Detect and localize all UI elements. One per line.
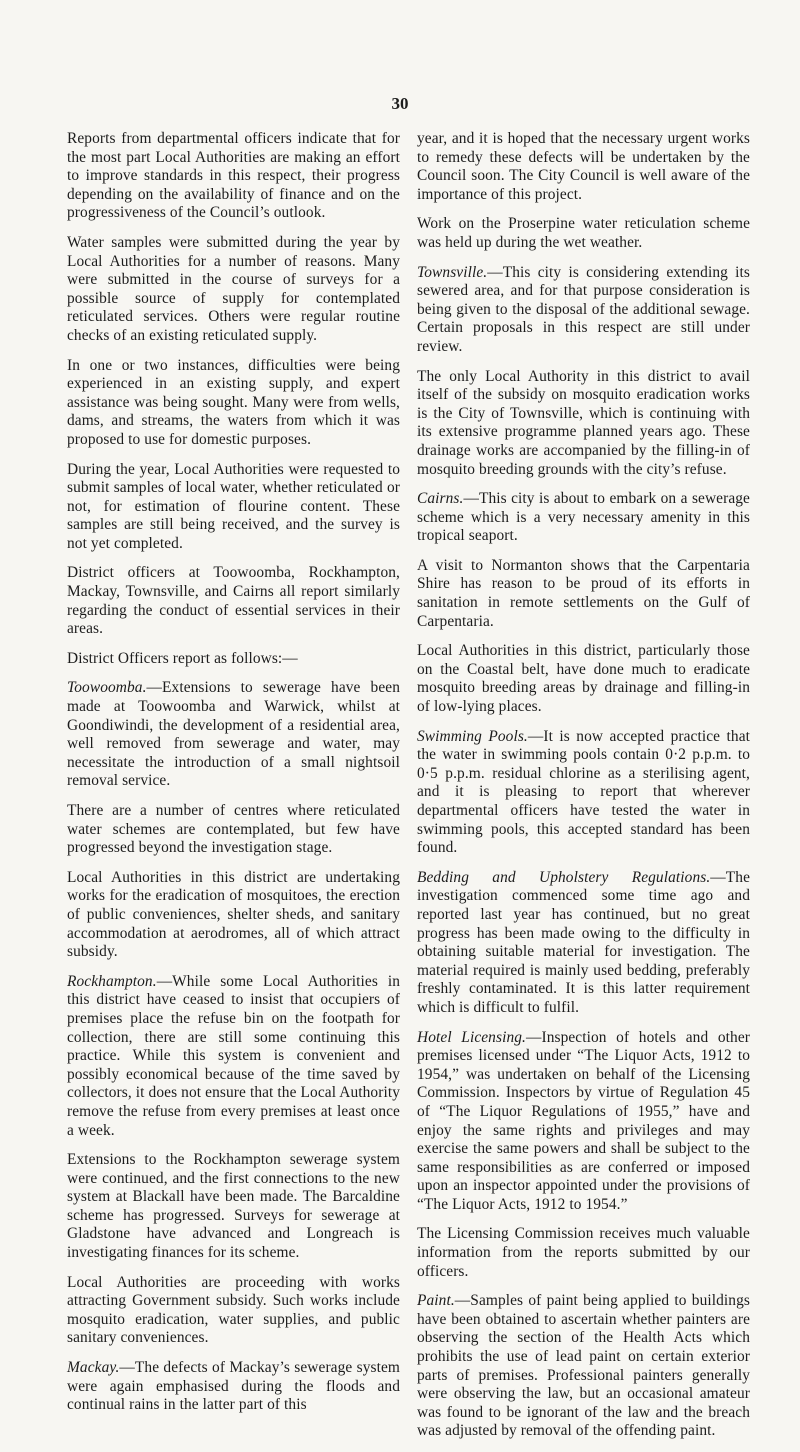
paragraph: Local Authorities are proceeding with works attracting Government subsidy. Such works include mosquito eradication, water supplies, and public sanitary conveniences.	[67, 1273, 400, 1347]
section-lead: Bedding and Upholstery Regulations.	[417, 868, 711, 886]
paragraph-mackay: Mackay.—The defects of Mackay’s sewerage system were again emphasised during the floods and continual rains in the latter part of this	[67, 1359, 400, 1414]
paragraph-hotel-licensing: Hotel Licensing.—Inspection of hotels and other premises licensed under “The Liquor Acts, 1912 to 1954,” was undertaken on behalf of the Licensing Commission. Inspectors by virtue of Regulation 45 of “The Liquor Regulations of 1955,” have and enjoy the same rights and privileges and may exercise the same powers and shall be subject to the same responsibilities as are conferred or imposed upon an inspector appointed under the provisions of “The Liquor Acts, 1912 to 1954.”	[417, 1028, 750, 1213]
section-lead: Paint.	[417, 1292, 455, 1310]
paragraph: Reports from departmental officers indicate that for the most part Local Authorities are making an effort to improve standards in this respect, their progress depending on the availability of finance and on the progressiveness of the Council’s outlook.	[67, 130, 400, 222]
paragraph: District Officers report as follows:—	[67, 649, 298, 667]
paragraph: There are a number of centres where reticulated water schemes are contemplated, but few have progressed beyond the investigation stage.	[67, 802, 400, 857]
paragraph-cairns: Cairns.—This city is about to embark on a sewerage scheme which is a very necessary amenity in this tropical seaport.	[417, 490, 750, 545]
paragraph: A visit to Normanton shows that the Carpentaria Shire has reason to be proud of its efforts in sanitation in remote settlements on the Gulf of Carpentaria.	[417, 556, 750, 630]
paragraph: Local Authorities in this district, particularly those on the Coastal belt, have done much to eradicate mosquito breeding areas by drainage and filling-in of low-lying places.	[417, 642, 750, 716]
left-column	[67, 130, 400, 1426]
paragraph: Extensions to the Rockhampton sewerage system were continued, and the first connections to the new system at Blackall have been made. The Barcaldine scheme has progressed. Surveys for sewerage at Gladstone have advanced and Longreach is investigating finances for its scheme.	[67, 1151, 400, 1262]
section-lead: Rockhampton.	[67, 972, 157, 990]
paragraph: During the year, Local Authorities were requested to submit samples of local water, whether reticulated or not, for estimation of flourine content. These samples are still being received, and the survey is not yet completed.	[67, 460, 400, 552]
section-lead: Swimming Pools.	[417, 727, 528, 745]
paragraph-swimming-pools: Swimming Pools.—It is now accepted practice that the water in swimming pools contain 0·2 p.p.m. to 0·5 p.p.m. residual chlorine as a sterilising agent, and it is pleasing to report that wherever departmental officers have tested the water in swimming pools, this accepted standard has been found.	[417, 727, 750, 857]
paragraph: Work on the Proserpine water reticulation scheme was held up during the wet weather.	[417, 215, 750, 251]
page-number: 30	[391, 94, 409, 113]
paragraph-toowoomba: Toowoomba.—Extensions to sewerage have been made at Toowoomba and Warwick, whilst at Goondiwindi, the development of a residential area, well removed from sewerage and water, may necessitate the introduction of a small nightsoil removal service.	[67, 679, 400, 790]
section-lead: Mackay.	[67, 1359, 120, 1377]
paragraph-bedding-upholstery: Bedding and Upholstery Regulations.—The investigation commenced some time ago and reported last year has continued, but no great progress has been made owing to the difficulty in obtaining suitable material for investigation. The material required is mainly used bedding, preferably freshly contaminated. It is this latter requirement which is difficult to fulfil.	[417, 868, 750, 1016]
paragraph: Local Authorities in this district are undertaking works for the eradication of mosquitoes, the erection of public conveniences, shelter sheds, and sanitary accommodation at aerodromes, all of which attract subsidy.	[67, 868, 400, 961]
paragraph: The only Local Authority in this district to avail itself of the subsidy on mosquito eradication works is the City of Townsville, which is continuing with its extensive programme planned years ago. These drainage works are accompanied by the filling-in of mosquito breeding grounds with the city’s refuse.	[417, 367, 750, 478]
paragraph: Water samples were submitted during the year by Local Authorities for a number of reasons. Many were submitted in the course of surveys for a possible source of supply for contemplated reticulated services. Others were regular routine checks of an existing reticulated supply.	[67, 233, 400, 344]
section-lead: Cairns.	[417, 490, 464, 508]
section-lead: Townsville.	[417, 263, 488, 281]
paragraph: year, and it is hoped that the necessary urgent works to remedy these defects will be undertaken by the Council soon. The City Council is well aware of the importance of this project.	[417, 130, 750, 203]
right-column	[417, 130, 750, 1452]
paragraph: District officers at Toowoomba, Rockhampton, Mackay, Townsville, and Cairns all report similarly regarding the conduct of essential services in their areas.	[67, 564, 400, 638]
paragraph-paint: Paint.—Samples of paint being applied to buildings have been obtained to ascertain whether painters are observing the section of the Health Acts which prohibits the use of lead paint on certain exterior parts of premises. Professional painters generally were observing the law, but an occasional amateur was found to be ignorant of the law and the breach was adjusted by removal of the offending paint.	[417, 1292, 750, 1440]
paragraph: The Licensing Commission receives much valuable information from the reports submitted by our officers.	[417, 1225, 750, 1280]
section-lead: Toowoomba.	[67, 679, 147, 697]
section-lead: Hotel Licensing.	[417, 1028, 526, 1046]
paragraph-townsville: Townsville.—This city is considering extending its sewered area, and for that purpose consideration is being given to the disposal of the additional sewage. Certain proposals in this respect are still under review.	[417, 263, 750, 355]
paragraph: In one or two instances, difficulties were being experienced in an existing supply, and expert assistance was being sought. Many were from wells, dams, and streams, the waters from which it was proposed to use for domestic purposes.	[67, 356, 400, 448]
paragraph-rockhampton: Rockhampton.—While some Local Authorities in this district have ceased to insist that occupiers of premises place the refuse bin on the footpath for collection, there are still some continuing this practice. While this system is convenient and possibly economical because of the time saved by collectors, it does not ensure that the Local Authority remove the refuse from every premises at least once a week.	[67, 972, 400, 1139]
